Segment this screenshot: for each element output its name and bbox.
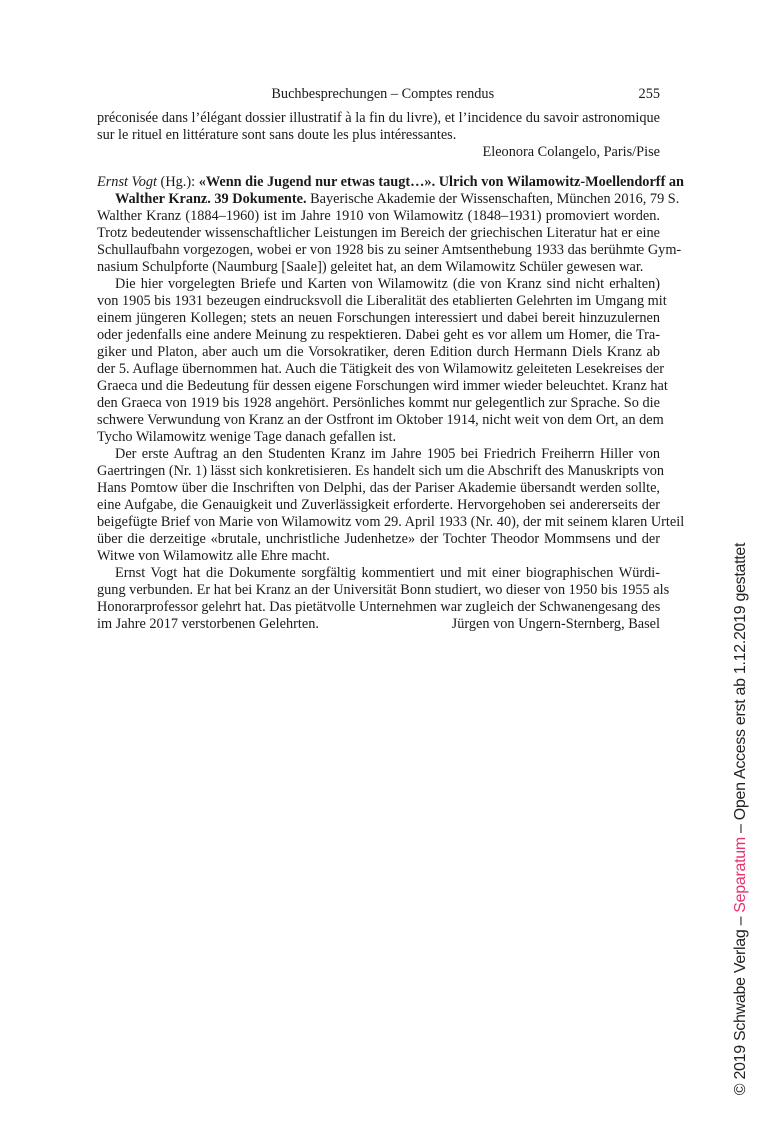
text-line: gung verbunden. Er hat bei Kranz an der Universität Bonn studiert, wo dieser von 1950 bis 1955 als	[97, 582, 670, 598]
text-line: einem jüngeren Kollegen; stets an neuen Forschungen interessiert und dabei bereit hinzuzulernen	[97, 310, 660, 326]
previous-review-ending	[97, 110, 660, 161]
text-line: Hans Pomtow über die Inschriften von Delphi, das der Pariser Akademie übersandt werden sollte,	[97, 480, 660, 496]
text-line: beigefügte Brief von Marie von Wilamowitz vom 29. April 1933 (Nr. 40), der mit seinem klaren Urteil	[97, 514, 685, 530]
text-line: Der erste Auftrag an den Studenten Kranz im Jahre 1905 bei Friedrich Freiherrn Hiller von	[115, 446, 660, 462]
text-line: préconisée dans l’élégant dossier illustratif à la fin du livre), et l’incidence du savoir astronomique	[97, 110, 660, 126]
text-line: oder jedenfalls eine andere Meinung zu respektieren. Dabei geht es vor allem um Homer, die Tra-	[97, 327, 660, 343]
text-line: Tycho Wilamowitz wenige Tage danach gefallen ist.	[97, 429, 397, 445]
book-title-part1: «Wenn die Jugend nur etwas taugt…». Ulrich von Wilamowitz-Moellendorff an	[198, 174, 684, 190]
text-line: Die hier vorgelegten Briefe und Karten von Wilamowitz (die von Kranz sind nicht erhalten)	[115, 276, 660, 292]
side-note-suffix: – Open Access erst ab 1.12.2019 gestattet	[732, 542, 749, 838]
text-line: schwere Verwundung von Kranz an der Ostfront im Oktober 1914, nicht weit von dem Ort, an dem	[97, 412, 664, 428]
paragraph	[97, 208, 682, 276]
publication-info: Bayerische Akademie der Wissenschaften, München 2016, 79 S.	[306, 191, 680, 207]
reviewer-signature: Jürgen von Ungern-Sternberg, Basel	[451, 616, 660, 632]
bibliographic-heading	[97, 174, 684, 191]
text-line: nasium Schulpforte (Naumburg [Saale]) geleitet hat, an dem Wilamowitz Schüler gewesen war.	[97, 259, 644, 275]
final-line	[97, 616, 660, 633]
bibliographic-heading-cont	[97, 191, 680, 208]
text-line: über die derzeitige «brutale, unchristliche Judenhetze» der Tochter Theodor Mommsens und der	[97, 531, 660, 547]
review-entry	[97, 174, 685, 633]
header-title: Buchbesprechungen – Comptes rendus	[271, 86, 495, 102]
text-line: Walther Kranz (1884–1960) ist im Jahre 1910 von Wilamowitz (1848–1931) promoviert worden.	[97, 208, 660, 224]
book-title-part2: Walther Kranz. 39 Dokumente.	[115, 191, 307, 207]
paragraph	[97, 565, 670, 633]
paragraph	[97, 276, 668, 446]
page	[97, 86, 685, 633]
text-line: Trotz bedeutender wissenschaftlicher Leistungen im Bereich der griechischen Literatur hat er eine	[97, 225, 660, 241]
running-header	[97, 86, 660, 110]
text-line: der 5. Auflage übernommen hat. Auch die Tätigkeit des von Wilamowitz geleiteten Lesekreises der	[97, 361, 665, 377]
reviewer-signature: Eleonora Colangelo, Paris/Pise	[482, 144, 660, 160]
copyright-side-note	[730, 529, 752, 1109]
text-line: Ernst Vogt hat die Dokumente sorgfältig kommentiert und mit einer biographischen Würdi-	[115, 565, 660, 581]
text-line: Schullaufbahn vorgezogen, wobei er von 1928 bis zu seiner Amtsenthebung 1933 das berühmte Gym-	[97, 242, 682, 258]
text-line: eine Aufgabe, die Genauigkeit und Zuverlässigkeit erforderte. Hervorgehoben sei andererseits der	[97, 497, 660, 513]
side-note-highlight: Separatum	[732, 837, 749, 913]
text-line: den Graeca von 1919 bis 1928 angehört. Persönliches kommt nur gelegentlich zur Sprache. So die	[97, 395, 660, 411]
editor-name: Ernst Vogt	[97, 174, 157, 190]
side-note-prefix: © 2019 Schwabe Verlag –	[732, 912, 749, 1096]
paragraph	[97, 446, 685, 565]
text-line: von 1905 bis 1931 bezeugen eindrucksvoll die Liberalität des etablierten Gelehrten im Umgang mit	[97, 293, 667, 309]
text-line: Honorarprofessor gelehrt hat. Das pietätvolle Unternehmen war zugleich der Schwanengesang des	[97, 599, 661, 615]
text-line: sur le rituel en littérature sont sans doute les plus intéressantes.	[97, 127, 457, 143]
text-line: Graeca und die Bedeutung für dessen eigene Forschungen wird immer wieder beleuchtet. Kranz hat	[97, 378, 668, 394]
page-number: 255	[638, 86, 660, 102]
text-line: Witwe von Wilamowitz alle Ehre macht.	[97, 548, 330, 564]
text-line: giker und Platon, aber auch um die Vorsokratiker, deren Edition durch Hermann Diels Kranz ab	[97, 344, 660, 360]
text-line: im Jahre 2017 verstorbenen Gelehrten.	[97, 616, 319, 632]
editor-suffix: (Hg.):	[156, 174, 199, 190]
text-line: Gaertringen (Nr. 1) lässt sich konkretisieren. Es handelt sich um die Abschrift des Manuskripts von	[97, 463, 664, 479]
